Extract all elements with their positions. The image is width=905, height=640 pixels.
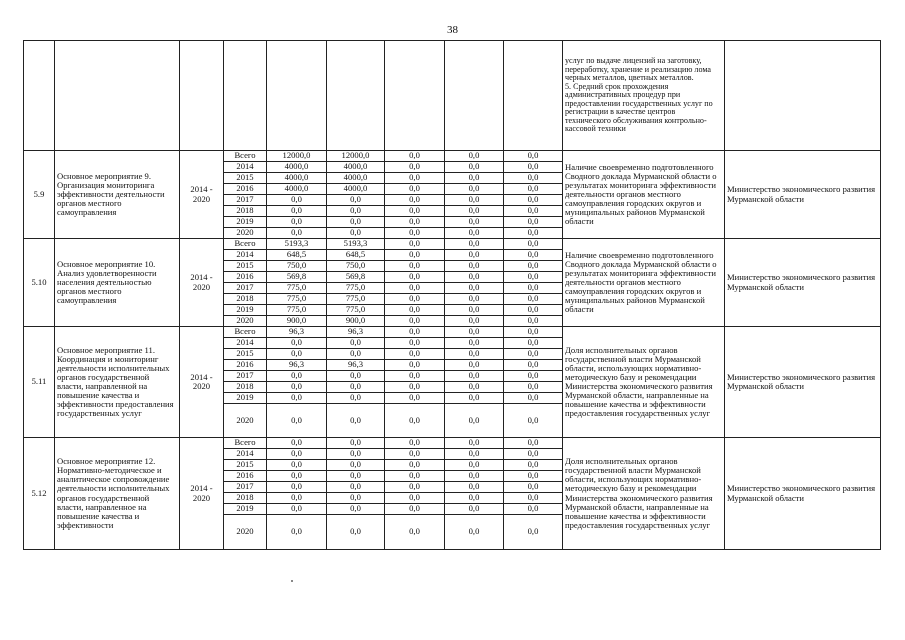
funding-value: 0,0 [504,504,563,515]
year-label: 2017 [224,195,267,206]
funding-value: 0,0 [504,493,563,504]
year-label: 2020 [224,228,267,239]
funding-value: 0,0 [385,504,445,515]
year-label: 2015 [224,173,267,184]
cell-empty [327,41,385,151]
funding-value: 0,0 [385,305,445,316]
funding-value: 0,0 [504,228,563,239]
funding-value: 900,0 [327,316,385,327]
funding-value: 0,0 [445,360,504,371]
funding-value: 0,0 [385,184,445,195]
funding-value: 0,0 [445,371,504,382]
funding-value: 0,0 [504,349,563,360]
year-label: 2016 [224,184,267,195]
funding-value: 0,0 [445,228,504,239]
funding-value: 4000,0 [327,184,385,195]
measure-description: Основное мероприятие 11. Координация и мониторинг деятельности исполнительных органов государственной власти, направленной на повышение качества и эффективности предоставления государственных услуг [55,327,180,438]
funding-value: 96,3 [267,327,327,338]
funding-value: 569,8 [327,272,385,283]
cell-empty [504,41,563,151]
funding-value: 0,0 [504,272,563,283]
funding-value: 0,0 [385,195,445,206]
period: 2014 - 2020 [180,327,224,438]
funding-value: 0,0 [385,349,445,360]
funding-value: 0,0 [267,217,327,228]
year-label: 2017 [224,283,267,294]
executor: Министерство экономического развития Мурманской области [725,327,881,438]
funding-value: 0,0 [267,482,327,493]
funding-value: 0,0 [267,371,327,382]
funding-value: 0,0 [267,438,327,449]
funding-value: 0,0 [445,393,504,404]
funding-value: 775,0 [327,305,385,316]
funding-value: 0,0 [504,515,563,550]
executor: Министерство экономического развития Мурманской области [725,438,881,550]
funding-value: 0,0 [327,504,385,515]
year-label: 2016 [224,272,267,283]
funding-value: 0,0 [445,250,504,261]
period: 2014 - 2020 [180,239,224,327]
funding-value: 0,0 [504,482,563,493]
funding-value: 0,0 [445,305,504,316]
funding-value: 0,0 [327,438,385,449]
funding-value: 775,0 [267,294,327,305]
funding-value: 750,0 [267,261,327,272]
year-label: 2014 [224,449,267,460]
cell-empty [55,41,180,151]
measure-description: Основное мероприятие 12. Нормативно-методическое и аналитическое сопровождение деятельности исполнительных органов государственной власти, направленное на повышение качества и эффективности [55,438,180,550]
funding-value: 0,0 [385,471,445,482]
year-label: 2014 [224,250,267,261]
funding-value: 0,0 [385,493,445,504]
funding-value: 0,0 [445,217,504,228]
year-label: Всего [224,151,267,162]
funding-value: 0,0 [504,360,563,371]
funding-value: 0,0 [327,338,385,349]
page-number: 38 [447,24,458,36]
funding-value: 0,0 [385,162,445,173]
funding-value: 0,0 [445,493,504,504]
year-label: 2014 [224,162,267,173]
funding-value: 775,0 [327,283,385,294]
funding-value: 569,8 [267,272,327,283]
row-number: 5.11 [24,327,55,438]
funding-value: 0,0 [445,261,504,272]
funding-value: 4000,0 [327,173,385,184]
funding-value: 0,0 [504,162,563,173]
year-label: 2017 [224,482,267,493]
indicator: Доля исполнительных органов государственной власти Мурманской области, использующих нормативно-методическую базу и рекомендации Министерства экономического развития Мурманской области, направленные на повышение качества и эффективности предоставления государственных услуг [563,438,725,550]
funding-value: 0,0 [267,504,327,515]
indicator: Наличие своевременно подготовленного Сводного доклада Мурманской области о результатах мониторинга эффективности деятельности органов местного самоуправления городских округов и муниципальных районов Мурманской области [563,239,725,327]
executor: Министерство экономического развития Мурманской области [725,239,881,327]
funding-value: 0,0 [445,460,504,471]
funding-value: 0,0 [327,217,385,228]
funding-value: 0,0 [504,206,563,217]
funding-value: 0,0 [327,449,385,460]
cell-empty [224,41,267,151]
funding-value: 0,0 [385,460,445,471]
funding-value: 0,0 [385,283,445,294]
funding-value: 0,0 [504,371,563,382]
funding-value: 0,0 [267,493,327,504]
funding-value: 0,0 [504,173,563,184]
funding-value: 0,0 [385,294,445,305]
funding-value: 0,0 [504,195,563,206]
funding-value: 0,0 [385,360,445,371]
funding-value: 0,0 [385,239,445,250]
funding-value: 0,0 [327,482,385,493]
funding-value: 4000,0 [267,162,327,173]
year-label: 2018 [224,382,267,393]
cell-empty [267,41,327,151]
funding-value: 0,0 [385,371,445,382]
funding-value: 0,0 [327,228,385,239]
funding-value: 0,0 [445,404,504,438]
scan-speck [291,580,293,582]
cell-empty [725,41,881,151]
period: 2014 - 2020 [180,438,224,550]
year-label: 2015 [224,261,267,272]
funding-value: 0,0 [327,349,385,360]
funding-value: 0,0 [385,515,445,550]
funding-value: 0,0 [385,316,445,327]
row-number: 5.12 [24,438,55,550]
funding-value: 0,0 [385,206,445,217]
period: 2014 - 2020 [180,151,224,239]
funding-value: 0,0 [445,438,504,449]
funding-value: 0,0 [385,382,445,393]
funding-value: 0,0 [327,382,385,393]
executor: Министерство экономического развития Мурманской области [725,151,881,239]
funding-value: 0,0 [504,184,563,195]
indicator: Доля исполнительных органов государственной власти Мурманской области, использующих нормативно-методическую базу и рекомендации Министерства экономического развития Мурманской области, направленные на повышение качества и эффективности предоставления государственных услуг [563,327,725,438]
funding-value: 96,3 [267,360,327,371]
funding-value: 0,0 [504,294,563,305]
funding-value: 750,0 [327,261,385,272]
funding-value: 0,0 [267,393,327,404]
funding-value: 0,0 [504,449,563,460]
table-row [24,239,881,250]
year-label: 2019 [224,305,267,316]
funding-value: 0,0 [267,349,327,360]
funding-value: 0,0 [327,493,385,504]
funding-value: 0,0 [267,382,327,393]
funding-value: 5193,3 [327,239,385,250]
funding-value: 0,0 [445,239,504,250]
funding-value: 0,0 [327,515,385,550]
year-label: 2018 [224,493,267,504]
funding-value: 0,0 [385,338,445,349]
funding-value: 0,0 [445,471,504,482]
funding-value: 0,0 [445,449,504,460]
funding-value: 0,0 [504,250,563,261]
year-label: 2020 [224,404,267,438]
funding-value: 0,0 [327,195,385,206]
funding-value: 0,0 [504,393,563,404]
funding-value: 12000,0 [267,151,327,162]
funding-value: 0,0 [267,471,327,482]
funding-value: 0,0 [267,338,327,349]
funding-value: 0,0 [445,294,504,305]
row-number: 5.10 [24,239,55,327]
funding-value: 0,0 [504,283,563,294]
funding-value: 0,0 [267,206,327,217]
year-label: Всего [224,438,267,449]
funding-value: 0,0 [445,316,504,327]
funding-value: 0,0 [267,449,327,460]
funding-value: 0,0 [445,195,504,206]
funding-value: 0,0 [445,272,504,283]
funding-value: 0,0 [445,206,504,217]
year-label: 2018 [224,294,267,305]
funding-value: 0,0 [504,471,563,482]
cell-empty [180,41,224,151]
funding-value: 5193,3 [267,239,327,250]
funding-value: 0,0 [504,382,563,393]
table-row [24,327,881,338]
indicator-cell-continuation: услуг по выдаче лицензий на заготовку, переработку, хранение и реализацию лома черных металлов, цветных металлов. 5. Средний срок прохождения административных процедур при предоставлении государственных услуг по регистрации в качестве центров технического обслуживания контрольно-кассовой техники [563,41,725,151]
cell-empty [24,41,55,151]
funding-value: 0,0 [445,349,504,360]
funding-value: 0,0 [504,316,563,327]
program-measures-table [23,40,881,550]
funding-value: 0,0 [327,404,385,438]
funding-value: 0,0 [327,460,385,471]
funding-value: 0,0 [385,272,445,283]
funding-value: 0,0 [445,482,504,493]
funding-value: 0,0 [385,449,445,460]
funding-value: 0,0 [445,162,504,173]
funding-value: 12000,0 [327,151,385,162]
funding-value: 0,0 [327,393,385,404]
year-label: 2019 [224,217,267,228]
cell-empty [445,41,504,151]
funding-value: 0,0 [327,371,385,382]
measure-description: Основное мероприятие 9. Организация мониторинга эффективности деятельности органов местного самоуправления [55,151,180,239]
year-label: 2014 [224,338,267,349]
funding-value: 900,0 [267,316,327,327]
funding-value: 775,0 [327,294,385,305]
funding-value: 0,0 [445,504,504,515]
table-row [24,438,881,449]
year-label: 2018 [224,206,267,217]
funding-value: 96,3 [327,327,385,338]
funding-value: 0,0 [504,438,563,449]
funding-value: 4000,0 [267,173,327,184]
funding-value: 0,0 [385,327,445,338]
funding-value: 0,0 [385,228,445,239]
funding-value: 0,0 [445,151,504,162]
funding-value: 0,0 [327,471,385,482]
year-label: 2015 [224,460,267,471]
year-label: 2019 [224,504,267,515]
funding-value: 775,0 [267,305,327,316]
funding-value: 0,0 [504,261,563,272]
funding-value: 0,0 [385,151,445,162]
funding-value: 0,0 [385,250,445,261]
cell-empty [385,41,445,151]
year-label: 2016 [224,471,267,482]
funding-value: 0,0 [445,184,504,195]
year-label: 2020 [224,515,267,550]
funding-value: 0,0 [327,206,385,217]
funding-value: 0,0 [385,404,445,438]
funding-value: 0,0 [267,460,327,471]
year-label: 2016 [224,360,267,371]
funding-value: 0,0 [445,283,504,294]
funding-value: 0,0 [385,173,445,184]
funding-value: 0,0 [504,327,563,338]
funding-value: 96,3 [327,360,385,371]
funding-value: 0,0 [504,239,563,250]
funding-value: 0,0 [504,217,563,228]
funding-value: 0,0 [504,305,563,316]
indicator: Наличие своевременно подготовленного Сводного доклада Мурманской области о результатах мониторинга эффективности деятельности органов местного самоуправления городских округов и муниципальных районов Мурманской области [563,151,725,239]
funding-value: 0,0 [385,261,445,272]
year-label: Всего [224,239,267,250]
table-row-continuation [24,41,881,151]
funding-value: 0,0 [267,404,327,438]
year-label: 2015 [224,349,267,360]
funding-value: 0,0 [385,217,445,228]
funding-value: 0,0 [385,438,445,449]
funding-value: 0,0 [267,228,327,239]
funding-value: 648,5 [267,250,327,261]
year-label: Всего [224,327,267,338]
funding-value: 0,0 [445,382,504,393]
measure-description: Основное мероприятие 10. Анализ удовлетворенности населения деятельностью органов местного самоуправления [55,239,180,327]
year-label: 2020 [224,316,267,327]
year-label: 2019 [224,393,267,404]
year-label: 2017 [224,371,267,382]
funding-value: 4000,0 [267,184,327,195]
funding-value: 0,0 [504,460,563,471]
funding-value: 648,5 [327,250,385,261]
funding-value: 0,0 [504,338,563,349]
table-row [24,151,881,162]
funding-value: 0,0 [267,195,327,206]
funding-value: 0,0 [385,482,445,493]
funding-value: 0,0 [504,404,563,438]
funding-value: 0,0 [445,515,504,550]
funding-value: 0,0 [385,393,445,404]
funding-value: 0,0 [504,151,563,162]
funding-value: 0,0 [445,173,504,184]
table-body [24,41,881,550]
funding-value: 4000,0 [327,162,385,173]
funding-value: 775,0 [267,283,327,294]
funding-value: 0,0 [267,515,327,550]
row-number: 5.9 [24,151,55,239]
funding-value: 0,0 [445,338,504,349]
funding-value: 0,0 [445,327,504,338]
